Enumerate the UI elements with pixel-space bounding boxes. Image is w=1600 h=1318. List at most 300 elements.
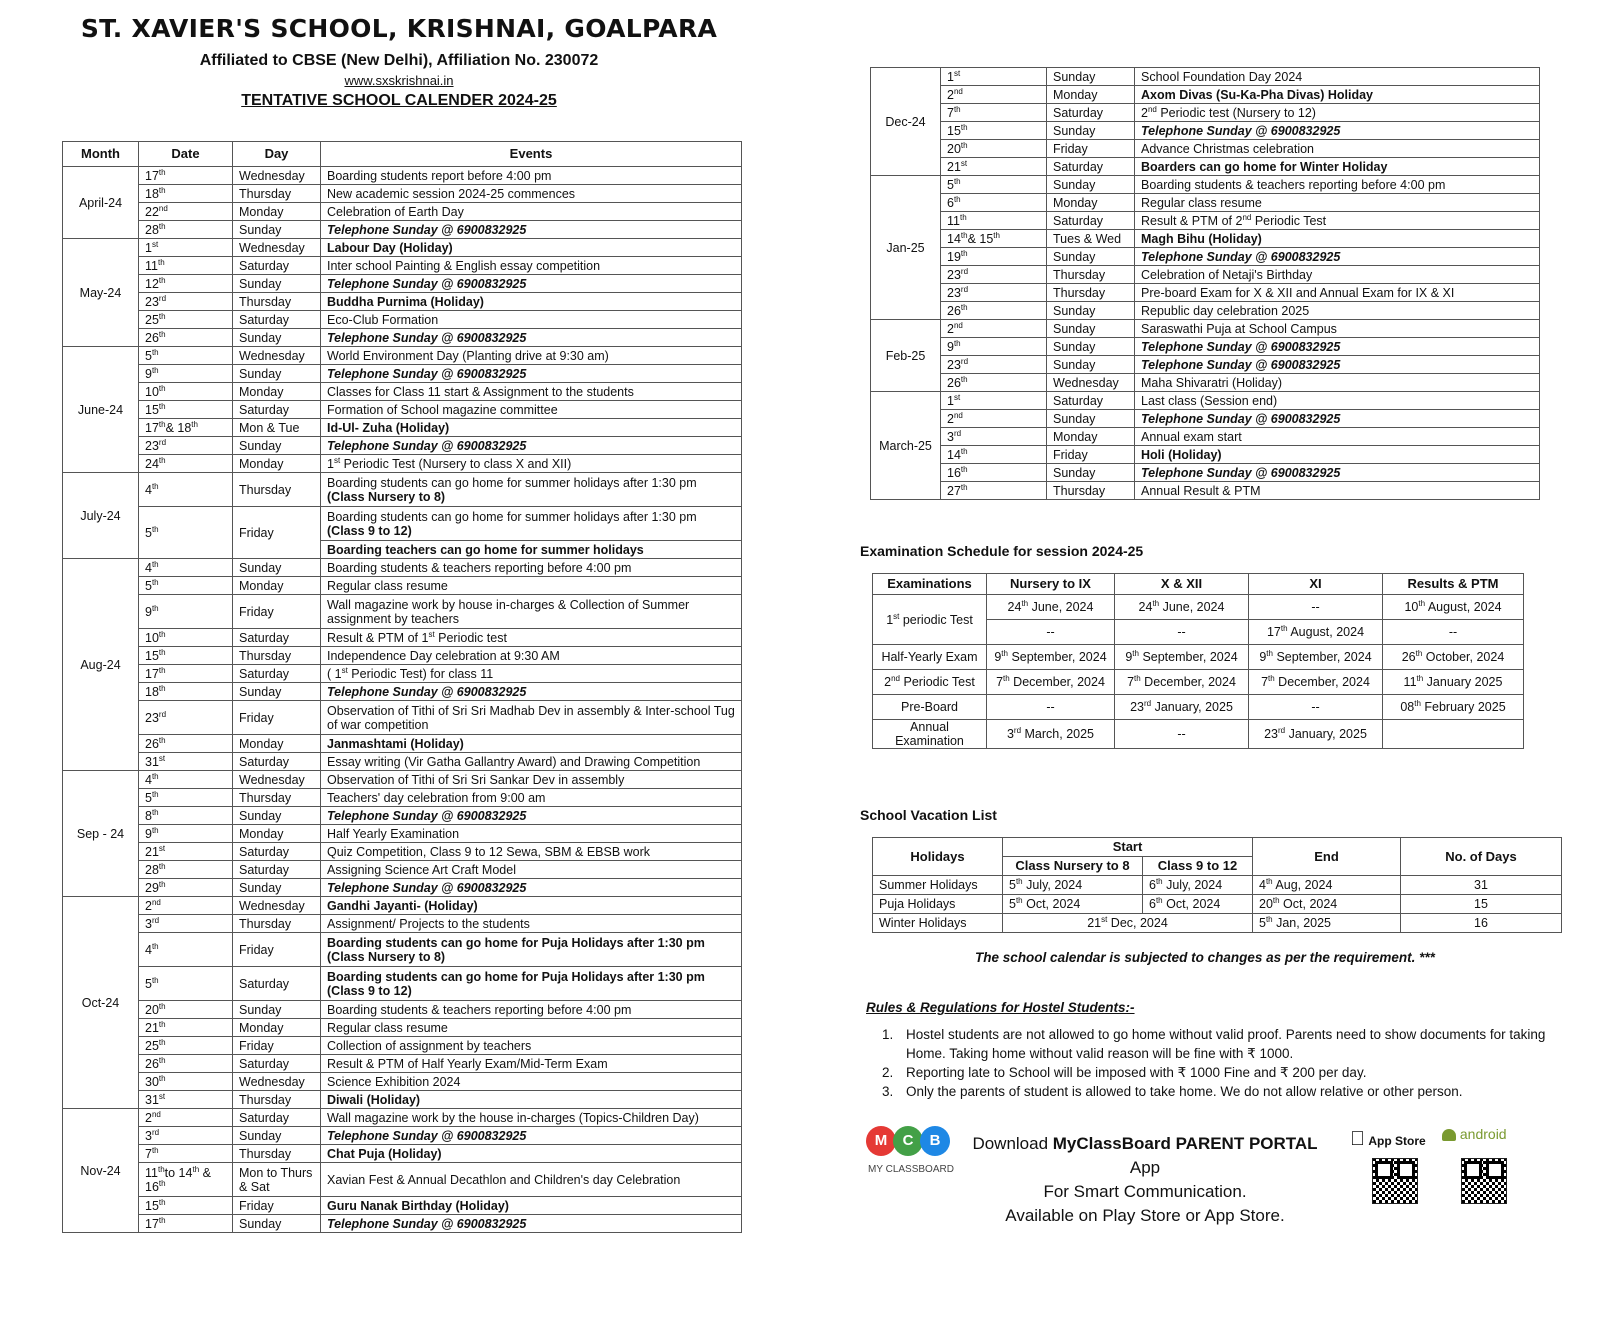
table-row	[873, 645, 1524, 670]
vac-name: Summer Holidays	[873, 876, 1003, 895]
date-cell: 4th	[139, 771, 233, 789]
table-row	[871, 266, 1540, 284]
day-cell: Sunday	[233, 1127, 321, 1145]
event-cell: Result & PTM of 2nd Periodic Test	[1135, 212, 1540, 230]
exam-cell: 26th October, 2024	[1383, 645, 1524, 670]
date-cell: 21th	[139, 1019, 233, 1037]
table-row	[63, 879, 742, 897]
event-cell: Buddha Purnima (Holiday)	[321, 293, 742, 311]
table-row	[63, 1091, 742, 1109]
day-cell: Thursday	[1047, 266, 1135, 284]
table-row	[63, 455, 742, 473]
exam-cell: 7th December, 2024	[1249, 670, 1383, 695]
event-cell: School Foundation Day 2024	[1135, 68, 1540, 86]
android-badge[interactable]	[1442, 1126, 1507, 1142]
exam-cell: 17th August, 2024	[1249, 620, 1383, 645]
table-row	[63, 1073, 742, 1091]
event-cell: Assignment/ Projects to the students	[321, 915, 742, 933]
day-cell: Sunday	[233, 683, 321, 701]
vac-days: 16	[1401, 914, 1562, 933]
event-cell: Last class (Session end)	[1135, 392, 1540, 410]
event-cell: Xavian Fest & Annual Decathlon and Children's day Celebration	[321, 1163, 742, 1197]
event-cell: Annual exam start	[1135, 428, 1540, 446]
event-cell: Telephone Sunday @ 6900832925	[321, 329, 742, 347]
day-cell: Saturday	[233, 753, 321, 771]
table-row	[871, 338, 1540, 356]
event-cell: Eco-Club Formation	[321, 311, 742, 329]
exam-cell: --	[1383, 620, 1524, 645]
exam-cell: 7th December, 2024	[1115, 670, 1249, 695]
table-row	[871, 194, 1540, 212]
day-cell: Sunday	[233, 559, 321, 577]
date-cell: 14th	[941, 446, 1047, 464]
date-cell: 9th	[139, 825, 233, 843]
event-cell: Boarding students report before 4:00 pm	[321, 167, 742, 185]
event-cell: Telephone Sunday @ 6900832925	[321, 879, 742, 897]
day-cell: Friday	[233, 1037, 321, 1055]
month-cell: Oct-24	[63, 897, 139, 1109]
date-cell: 26th	[941, 374, 1047, 392]
day-cell: Saturday	[233, 1055, 321, 1073]
day-cell: Sunday	[1047, 320, 1135, 338]
event-cell: Labour Day (Holiday)	[321, 239, 742, 257]
date-cell: 28th	[139, 861, 233, 879]
date-cell: 1st	[941, 68, 1047, 86]
day-cell: Wednesday	[233, 347, 321, 365]
date-cell: 28th	[139, 221, 233, 239]
exam-schedule-table	[872, 573, 1524, 749]
table-row	[63, 683, 742, 701]
app-store-qr-icon	[1372, 1158, 1418, 1204]
vac-col-days: No. of Days	[1401, 838, 1562, 876]
event-cell: Telephone Sunday @ 6900832925	[321, 683, 742, 701]
event-cell: Gandhi Jayanti- (Holiday)	[321, 897, 742, 915]
exam-cell: 2nd Periodic Test	[873, 670, 987, 695]
day-cell: Saturday	[1047, 392, 1135, 410]
exam-cell: --	[987, 620, 1115, 645]
android-label: android	[1459, 1126, 1507, 1142]
day-cell: Monday	[1047, 86, 1135, 104]
table-row	[63, 203, 742, 221]
day-cell: Monday	[233, 1019, 321, 1037]
day-cell: Sunday	[1047, 176, 1135, 194]
date-cell: 23rd	[139, 437, 233, 455]
date-cell: 17th& 18th	[139, 419, 233, 437]
vac-col-start-a: Class Nursery to 8	[1003, 857, 1143, 876]
date-cell: 26th	[139, 329, 233, 347]
date-cell: 15th	[139, 401, 233, 419]
day-cell: Sunday	[1047, 68, 1135, 86]
exam-cell: 10th August, 2024	[1383, 595, 1524, 620]
table-row	[871, 248, 1540, 266]
table-row	[63, 1215, 742, 1233]
day-cell: Thursday	[233, 789, 321, 807]
day-cell: Monday	[233, 455, 321, 473]
date-cell: 18th	[139, 185, 233, 203]
event-cell: Boarding students & teachers reporting before 4:00 pm	[1135, 176, 1540, 194]
day-cell: Saturday	[233, 257, 321, 275]
vac-start-b: 6th July, 2024	[1143, 876, 1253, 895]
day-cell: Sunday	[233, 275, 321, 293]
day-cell: Sunday	[1047, 356, 1135, 374]
date-cell: 23rd	[941, 356, 1047, 374]
day-cell: Thursday	[1047, 284, 1135, 302]
event-cell: Pre-board Exam for X & XII and Annual Exam for IX & XI	[1135, 284, 1540, 302]
exam-cell: --	[1115, 620, 1249, 645]
day-cell: Friday	[233, 701, 321, 735]
event-cell: Teachers' day celebration from 9:00 am	[321, 789, 742, 807]
exam-cell: Half-Yearly Exam	[873, 645, 987, 670]
event-cell: Boarding students can go home for summer holidays after 1:30 pm (Class Nursery to 8)	[321, 473, 742, 507]
date-cell: 17th	[139, 1215, 233, 1233]
col-events: Events	[321, 142, 742, 167]
table-row	[871, 212, 1540, 230]
date-cell: 9th	[941, 338, 1047, 356]
logo-letter-b: B	[920, 1126, 950, 1156]
table-row	[873, 914, 1562, 933]
table-row	[871, 428, 1540, 446]
table-row	[63, 221, 742, 239]
day-cell: Thursday	[233, 473, 321, 507]
day-cell: Sunday	[233, 329, 321, 347]
day-cell: Saturday	[233, 843, 321, 861]
vac-start: 21st Dec, 2024	[1003, 914, 1253, 933]
table-row	[871, 68, 1540, 86]
day-cell: Monday	[233, 735, 321, 753]
day-cell: Saturday	[233, 861, 321, 879]
exam-cell: 9th September, 2024	[987, 645, 1115, 670]
day-cell: Monday	[233, 203, 321, 221]
table-row	[63, 401, 742, 419]
date-cell: 3rd	[139, 915, 233, 933]
table-row	[63, 753, 742, 771]
table-row	[871, 482, 1540, 500]
event-cell: Boarding students & teachers reporting before 4:00 pm	[321, 559, 742, 577]
day-cell: Mon to Thurs & Sat	[233, 1163, 321, 1197]
event-cell: Observation of Tithi of Sri Sri Madhab Dev in assembly & Inter-school Tug of war competition	[321, 701, 742, 735]
table-row	[63, 595, 742, 629]
date-cell: 4th	[139, 473, 233, 507]
table-row	[63, 311, 742, 329]
date-cell: 4th	[139, 559, 233, 577]
event-cell: Independence Day celebration at 9:30 AM	[321, 647, 742, 665]
table-row	[63, 967, 742, 1001]
date-cell: 15th	[941, 122, 1047, 140]
date-cell: 15th	[139, 647, 233, 665]
month-cell: June-24	[63, 347, 139, 473]
exam-cell	[1383, 720, 1524, 749]
event-cell: Quiz Competition, Class 9 to 12 Sewa, SBM & EBSB work	[321, 843, 742, 861]
vac-end: 5th Jan, 2025	[1253, 914, 1401, 933]
date-cell: 31st	[139, 753, 233, 771]
event-cell: Regular class resume	[321, 577, 742, 595]
calendar-note: The school calendar is subjected to changes as per the requirement. ***	[975, 950, 1435, 965]
date-cell: 7th	[941, 104, 1047, 122]
table-row	[871, 284, 1540, 302]
exam-cell: 9th September, 2024	[1249, 645, 1383, 670]
date-cell: 10th	[139, 383, 233, 401]
month-cell: Aug-24	[63, 559, 139, 771]
event-cell: Janmashtami (Holiday)	[321, 735, 742, 753]
event-cell: New academic session 2024-25 commences	[321, 185, 742, 203]
day-cell: Monday	[1047, 428, 1135, 446]
table-row	[63, 1055, 742, 1073]
month-cell: May-24	[63, 239, 139, 347]
date-cell: 23rd	[139, 293, 233, 311]
date-cell: 4th	[139, 933, 233, 967]
event-cell: Axom Divas (Su-Ka-Pha Divas) Holiday	[1135, 86, 1540, 104]
date-cell: 9th	[139, 365, 233, 383]
day-cell: Friday	[233, 507, 321, 559]
table-row	[871, 140, 1540, 158]
date-cell: 20th	[941, 140, 1047, 158]
day-cell: Thursday	[233, 915, 321, 933]
calendar-table-left	[62, 141, 742, 1233]
day-cell: Sunday	[233, 1001, 321, 1019]
event-cell: Guru Nanak Birthday (Holiday)	[321, 1197, 742, 1215]
table-row	[63, 1197, 742, 1215]
date-cell: 12th	[139, 275, 233, 293]
exam-cell: 24th June, 2024	[987, 595, 1115, 620]
event-cell: Telephone Sunday @ 6900832925	[1135, 338, 1540, 356]
day-cell: Saturday	[1047, 104, 1135, 122]
vac-days: 15	[1401, 895, 1562, 914]
day-cell: Friday	[1047, 446, 1135, 464]
logo-letter-c: C	[893, 1126, 923, 1156]
date-cell: 2nd	[941, 410, 1047, 428]
date-cell: 6th	[941, 194, 1047, 212]
vac-days: 31	[1401, 876, 1562, 895]
event-cell: Telephone Sunday @ 6900832925	[1135, 356, 1540, 374]
table-row	[63, 647, 742, 665]
event-cell: ( 1st Periodic Test) for class 11	[321, 665, 742, 683]
date-cell: 3rd	[941, 428, 1047, 446]
event-cell: Telephone Sunday @ 6900832925	[1135, 464, 1540, 482]
date-cell: 14th& 15th	[941, 230, 1047, 248]
month-cell: April-24	[63, 167, 139, 239]
day-cell: Saturday	[233, 629, 321, 647]
table-row	[871, 464, 1540, 482]
website-link[interactable]: www.sxskrishnai.in	[344, 73, 454, 88]
android-icon	[1442, 1129, 1456, 1141]
date-cell: 1st	[941, 392, 1047, 410]
table-row	[871, 392, 1540, 410]
date-cell: 5th	[139, 507, 233, 559]
day-cell: Sunday	[233, 879, 321, 897]
table-row	[63, 383, 742, 401]
event-cell: Result & PTM of Half Yearly Exam/Mid-Term Exam	[321, 1055, 742, 1073]
day-cell: Wednesday	[233, 1073, 321, 1091]
rules-title: Rules & Regulations for Hostel Students:-	[866, 1000, 1135, 1015]
table-row	[871, 356, 1540, 374]
table-row	[63, 861, 742, 879]
promo-line2: For Smart Communication.	[1043, 1182, 1247, 1201]
table-row	[871, 446, 1540, 464]
promo-pre: Download	[972, 1134, 1053, 1153]
table-row	[871, 104, 1540, 122]
day-cell: Sunday	[233, 1215, 321, 1233]
exam-cell: 9th September, 2024	[1115, 645, 1249, 670]
table-row	[63, 275, 742, 293]
day-cell: Friday	[1047, 140, 1135, 158]
day-cell: Thursday	[233, 185, 321, 203]
exam-cell: 1st periodic Test	[873, 595, 987, 645]
date-cell: 23rd	[941, 266, 1047, 284]
vac-start-a: 5th July, 2024	[1003, 876, 1143, 895]
day-cell: Wednesday	[233, 771, 321, 789]
month-cell: March-25	[871, 392, 941, 500]
date-cell: 23rd	[941, 284, 1047, 302]
day-cell: Sunday	[1047, 410, 1135, 428]
event-cell: Telephone Sunday @ 6900832925	[321, 807, 742, 825]
event-cell: Formation of School magazine committee	[321, 401, 742, 419]
app-store-badge[interactable]	[1350, 1128, 1426, 1151]
table-row	[63, 1163, 742, 1197]
day-cell: Sunday	[1047, 338, 1135, 356]
event-cell: Result & PTM of 1st Periodic test	[321, 629, 742, 647]
event-cell: Telephone Sunday @ 6900832925	[1135, 122, 1540, 140]
event-cell: World Environment Day (Planting drive at 9:30 am)	[321, 347, 742, 365]
exam-cell: 23rd January, 2025	[1249, 720, 1383, 749]
event-cell: Classes for Class 11 start & Assignment to the students	[321, 383, 742, 401]
event-cell: Wall magazine work by house in-charges & Collection of Summer assignment by teachers	[321, 595, 742, 629]
date-cell: 19th	[941, 248, 1047, 266]
month-cell: July-24	[63, 473, 139, 559]
event-cell: Assigning Science Art Craft Model	[321, 861, 742, 879]
month-cell: Dec-24	[871, 68, 941, 176]
event-cell: Collection of assignment by teachers	[321, 1037, 742, 1055]
day-cell: Saturday	[233, 1109, 321, 1127]
rule-number: 2.	[882, 1065, 894, 1080]
table-row	[63, 559, 742, 577]
exam-cell: 23rd January, 2025	[1115, 695, 1249, 720]
day-cell: Friday	[233, 595, 321, 629]
event-cell: Telephone Sunday @ 6900832925	[1135, 248, 1540, 266]
event-cell: Boarding students can go home for Puja Holidays after 1:30 pm (Class Nursery to 8)	[321, 933, 742, 967]
exam-cell: --	[987, 695, 1115, 720]
table-row	[871, 86, 1540, 104]
exam-cell: 24th June, 2024	[1115, 595, 1249, 620]
event-cell: Telephone Sunday @ 6900832925	[321, 437, 742, 455]
date-cell: 1st	[139, 239, 233, 257]
day-cell: Thursday	[233, 1091, 321, 1109]
event-cell: Magh Bihu (Holiday)	[1135, 230, 1540, 248]
event-cell: Regular class resume	[1135, 194, 1540, 212]
day-cell: Wednesday	[233, 897, 321, 915]
date-cell: 2nd	[139, 897, 233, 915]
rule-text: Reporting late to School will be imposed with ₹ 1000 Fine and ₹ 200 per day.	[906, 1065, 1367, 1080]
apple-icon	[1350, 1128, 1365, 1150]
date-cell: 17th	[139, 665, 233, 683]
vac-name: Winter Holidays	[873, 914, 1003, 933]
table-row	[63, 1145, 742, 1163]
table-row	[871, 176, 1540, 194]
exam-header: Nursery to IX	[987, 574, 1115, 595]
day-cell: Thursday	[233, 293, 321, 311]
day-cell: Monday	[233, 383, 321, 401]
day-cell: Monday	[233, 577, 321, 595]
event-cell: Wall magazine work by the house in-charges (Topics-Children Day)	[321, 1109, 742, 1127]
date-cell: 5th	[139, 347, 233, 365]
date-cell: 2nd	[941, 86, 1047, 104]
table-row	[63, 473, 742, 507]
table-row	[63, 825, 742, 843]
rule-item	[882, 1063, 1552, 1082]
date-cell: 22nd	[139, 203, 233, 221]
month-cell: Nov-24	[63, 1109, 139, 1233]
date-cell: 26th	[139, 1055, 233, 1073]
table-row	[63, 293, 742, 311]
col-day: Day	[233, 142, 321, 167]
month-cell: Feb-25	[871, 320, 941, 392]
rule-item	[882, 1082, 1552, 1101]
event-cell: 1st Periodic Test (Nursery to class X and XII)	[321, 455, 742, 473]
rule-text: Only the parents of student is allowed to take home. We do not allow relative or other person.	[906, 1084, 1463, 1099]
event-cell: Chat Puja (Holiday)	[321, 1145, 742, 1163]
table-row	[63, 915, 742, 933]
event-cell: Telephone Sunday @ 6900832925	[1135, 410, 1540, 428]
date-cell: 8th	[139, 807, 233, 825]
event-cell: Boarding students & teachers reporting before 4:00 pm	[321, 1001, 742, 1019]
day-cell: Sunday	[1047, 122, 1135, 140]
day-cell: Monday	[1047, 194, 1135, 212]
event-cell: Boarding teachers can go home for summer holidays	[321, 541, 742, 559]
day-cell: Sunday	[1047, 248, 1135, 266]
table-row	[63, 257, 742, 275]
month-cell: Sep - 24	[63, 771, 139, 897]
app-store-label: App Store	[1350, 1134, 1408, 1148]
exam-header: Results & PTM	[1383, 574, 1524, 595]
month-cell: Jan-25	[871, 176, 941, 320]
day-cell: Thursday	[233, 647, 321, 665]
table-row	[63, 507, 742, 541]
table-row	[63, 1001, 742, 1019]
affiliation-line: Affiliated to CBSE (New Delhi), Affiliation No. 230072	[199, 52, 599, 69]
date-cell: 3rd	[139, 1127, 233, 1145]
event-cell: Saraswathi Puja at School Campus	[1135, 320, 1540, 338]
date-cell: 21st	[139, 843, 233, 861]
date-cell: 16th	[941, 464, 1047, 482]
vac-start-a: 5th Oct, 2024	[1003, 895, 1143, 914]
rules-list	[882, 1025, 1552, 1101]
table-row	[63, 933, 742, 967]
event-cell: Celebration of Earth Day	[321, 203, 742, 221]
day-cell: Friday	[233, 1197, 321, 1215]
vac-col-start: Start	[1003, 838, 1253, 857]
date-cell: 26th	[941, 302, 1047, 320]
exam-cell: --	[1249, 695, 1383, 720]
date-cell: 11th	[941, 212, 1047, 230]
table-row	[873, 895, 1562, 914]
vac-end: 4th Aug, 2024	[1253, 876, 1401, 895]
date-cell: 5th	[139, 967, 233, 1001]
promo-app-name: MyClassBoard PARENT PORTAL	[1052, 1134, 1318, 1153]
day-cell: Saturday	[233, 665, 321, 683]
vacation-table	[872, 837, 1562, 933]
day-cell: Sunday	[233, 365, 321, 383]
vacation-list-title: School Vacation List	[860, 807, 997, 823]
event-cell: Telephone Sunday @ 6900832925	[321, 365, 742, 383]
table-row	[63, 897, 742, 915]
logo-letter-m: M	[866, 1126, 896, 1156]
table-row	[63, 419, 742, 437]
table-row	[871, 302, 1540, 320]
date-cell: 11thto 14th & 16th	[139, 1163, 233, 1197]
event-cell: Id-Ul- Zuha (Holiday)	[321, 419, 742, 437]
table-row	[873, 876, 1562, 895]
event-cell: Observation of Tithi of Sri Sri Sankar Dev in assembly	[321, 771, 742, 789]
exam-cell: Pre-Board	[873, 695, 987, 720]
